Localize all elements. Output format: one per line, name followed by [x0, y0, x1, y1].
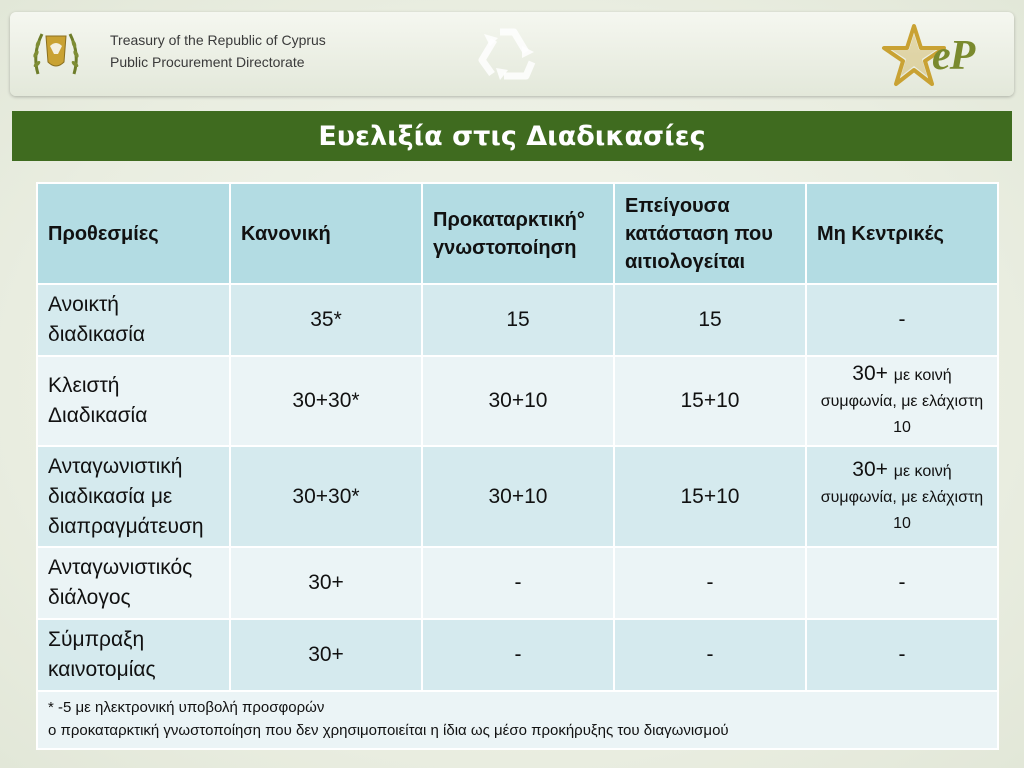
row-label: Ανοικτή διαδικασία	[37, 284, 230, 356]
cyprus-crest-icon	[28, 24, 84, 80]
header-prior-notice: Προκαταρκτική° γνωστοποίηση	[422, 183, 614, 284]
table-row	[37, 547, 998, 619]
header-non-central: Μη Κεντρικές	[806, 183, 998, 284]
non-central-note: με κοινή συμφωνία, με ελάχιστη 10	[820, 462, 984, 532]
table-header-row	[37, 183, 998, 284]
cell-urgent: -	[614, 547, 806, 619]
non-central-value: 30+	[852, 362, 888, 385]
recycle-watermark-icon	[470, 24, 556, 84]
cell-non-central: -	[806, 619, 998, 691]
row-label: Ανταγωνιστική διαδικασία με διαπραγμάτευση	[37, 446, 230, 547]
table-row	[37, 619, 998, 691]
cell-prior: -	[422, 619, 614, 691]
cell-normal: 35*	[230, 284, 422, 356]
ep-logo-text: eP	[932, 33, 975, 79]
cell-prior: 30+10	[422, 446, 614, 547]
header-bar	[10, 12, 1014, 96]
cell-normal: 30+	[230, 547, 422, 619]
footnotes	[37, 691, 998, 749]
cell-urgent: 15+10	[614, 446, 806, 547]
header-deadlines: Προθεσμίες	[37, 183, 230, 284]
table-row	[37, 356, 998, 446]
cell-non-central	[806, 446, 998, 547]
org-department: Public Procurement Directorate	[110, 54, 305, 70]
table-row	[37, 446, 998, 547]
header-urgent: Επείγουσα κατάσταση που αιτιολογείται	[614, 183, 806, 284]
cell-non-central	[806, 356, 998, 446]
cell-prior: -	[422, 547, 614, 619]
org-name: Treasury of the Republic of Cyprus	[110, 32, 326, 48]
header-normal: Κανονική	[230, 183, 422, 284]
row-label: Ανταγωνιστικός διάλογος	[37, 547, 230, 619]
cell-non-central: -	[806, 547, 998, 619]
footnote-row	[37, 691, 998, 749]
cell-urgent: 15+10	[614, 356, 806, 446]
cell-prior: 30+10	[422, 356, 614, 446]
row-label: Σύμπραξη καινοτομίας	[37, 619, 230, 691]
row-label: Κλειστή Διαδικασία	[37, 356, 230, 446]
table-row	[37, 284, 998, 356]
cell-non-central: -	[806, 284, 998, 356]
cell-urgent: -	[614, 619, 806, 691]
non-central-value: 30+	[852, 457, 888, 481]
title-bar	[12, 111, 1012, 161]
footnote-electronic: * -5 με ηλεκτρονική υποβολή προσφορών	[48, 699, 325, 716]
page-title: Ευελιξία στις Διαδικασίες	[318, 120, 706, 152]
cell-normal: 30+	[230, 619, 422, 691]
cell-normal: 30+30*	[230, 356, 422, 446]
cell-prior: 15	[422, 284, 614, 356]
non-central-note: με κοινή συμφωνία, με ελάχιστη 10	[820, 367, 984, 436]
cell-urgent: 15	[614, 284, 806, 356]
deadlines-table	[36, 182, 999, 750]
footnote-prior-notice: o προκαταρκτική γνωστοποίηση που δεν χρησιμοποιείται η ίδια ως μέσο προκήρυξης του διαγωνισμού	[48, 722, 729, 739]
cell-normal: 30+30*	[230, 446, 422, 547]
